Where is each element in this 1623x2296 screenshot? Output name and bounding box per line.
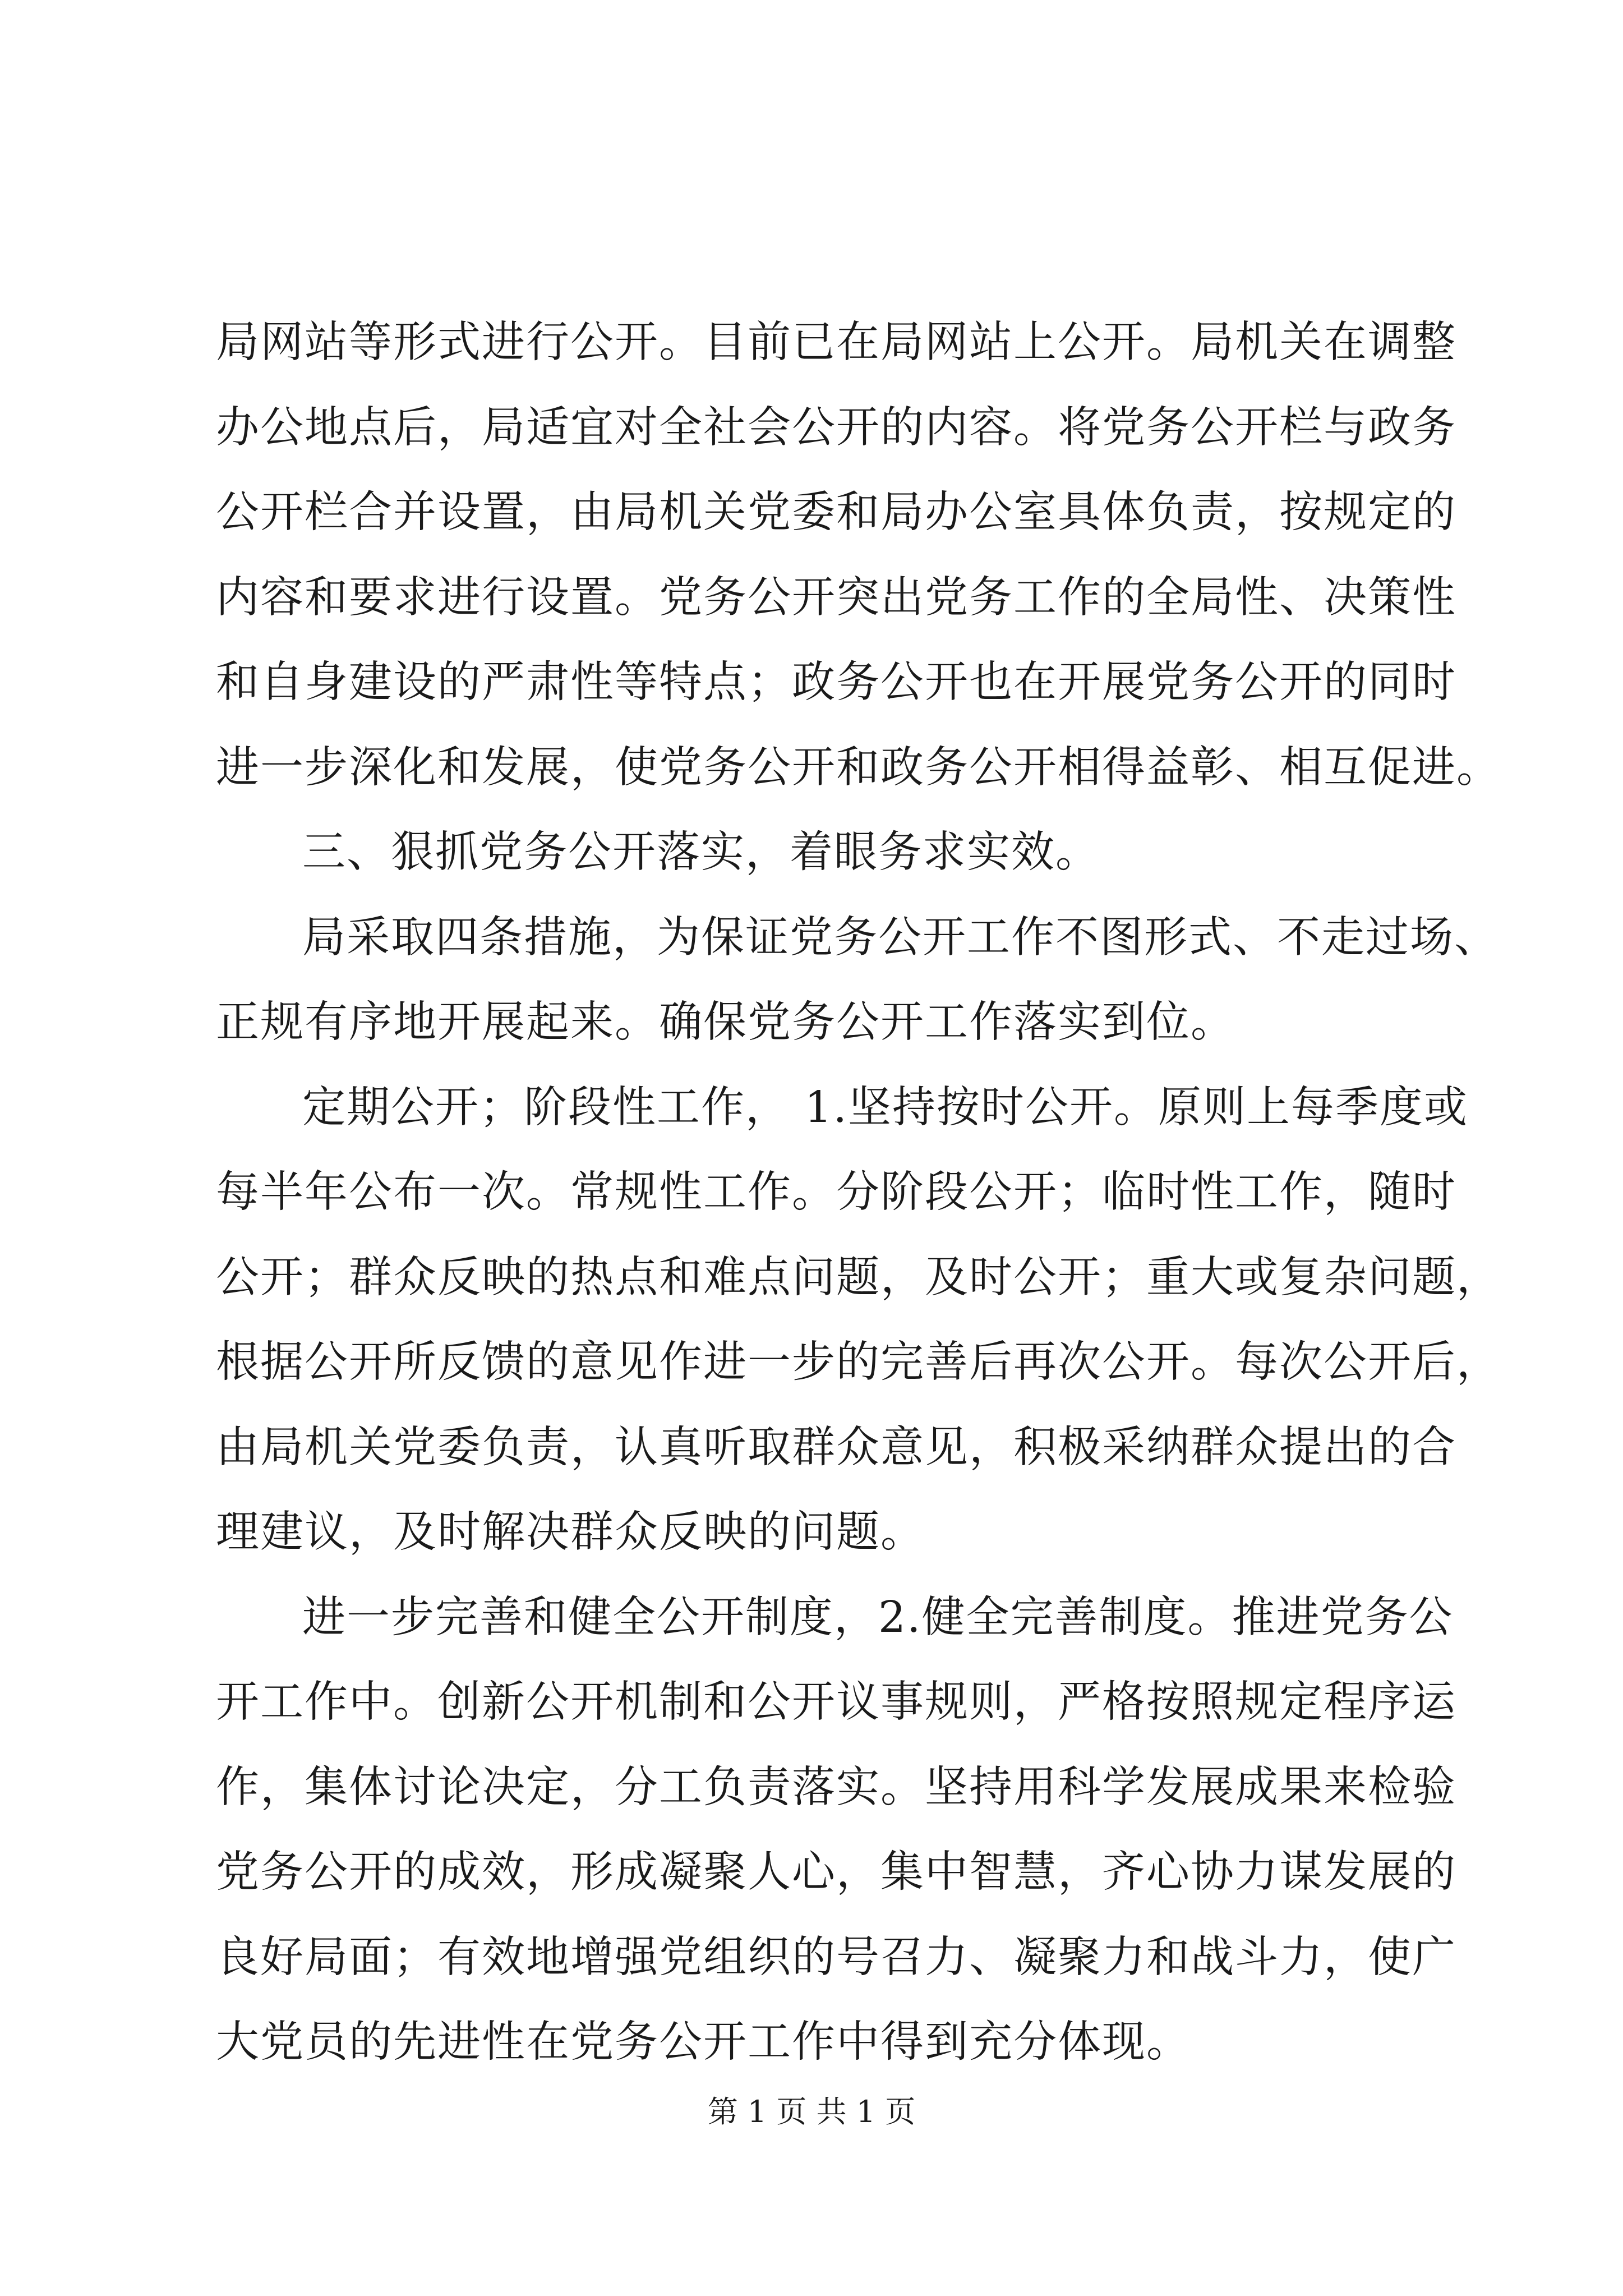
text-line: 进一步深化和发展，使党务公开和政务公开相得益彰、相互促进。: [216, 742, 1501, 793]
text-line: 开工作中。创新公开机制和公开议事规则，严格按照规定程序运: [216, 1677, 1456, 1727]
paragraph: [216, 300, 1501, 810]
text-line: 局网站等形式进行公开。目前已在局网站上公开。局机关在调整: [216, 318, 1456, 367]
text-line: 根据公开所反馈的意见作进一步的完善后再次公开。每次公开后，: [216, 1337, 1501, 1387]
document-body: [216, 300, 1501, 2085]
text-line: 良好局面；有效地增强党组织的号召力、凝聚力和战斗力，使广: [216, 1932, 1456, 1982]
text-line: 局采取四条措施，为保证党务公开工作不图形式、不走过场、: [302, 912, 1498, 963]
paragraph: [216, 1575, 1456, 2085]
text-line: 内容和要求进行设置。党务公开突出党务工作的全局性、决策性: [216, 572, 1456, 623]
text-line: 三、狠抓党务公开落实，着眼务求实效。: [302, 827, 1100, 877]
text-line: 由局机关党委负责，认真听取群众意见，积极采纳群众提出的合: [216, 1422, 1456, 1473]
text-line: 公开栏合并设置，由局机关党委和局办公室具体负责，按规定的: [216, 487, 1456, 537]
text-line: 党务公开的成效，形成凝聚人心，集中智慧，齐心协力谋发展的: [216, 1847, 1456, 1897]
paragraph: [216, 1065, 1501, 1575]
text-line: 作，集体讨论决定，分工负责落实。坚持用科学发展成果来检验: [216, 1762, 1456, 1812]
page-number-footer: 第 1 页 共 1 页: [707, 2094, 916, 2129]
text-line: 大党员的先进性在党务公开工作中得到充分体现。: [216, 2017, 1191, 2067]
text-line: 每半年公布一次。常规性工作。分阶段公开；临时性工作，随时: [216, 1167, 1456, 1217]
text-line: 理建议，及时解决群众反映的问题。: [216, 1507, 925, 1557]
text-line: 定期公开；阶段性工作， 1.坚持按时公开。原则上每季度或: [302, 1082, 1468, 1133]
text-line: 正规有序地开展起来。确保党务公开工作落实到位。: [216, 997, 1235, 1047]
text-line: 和自身建设的严肃性等特点；政务公开也在开展党务公开的同时: [216, 657, 1456, 707]
text-line: 办公地点后，局适宜对全社会公开的内容。将党务公开栏与政务: [216, 402, 1456, 453]
section-heading: [216, 810, 1424, 895]
paragraph: [216, 895, 1498, 1065]
text-line: 公开；群众反映的热点和难点问题，及时公开；重大或复杂问题，: [216, 1252, 1501, 1303]
text-line: 进一步完善和健全公开制度，2.健全完善制度。推进党务公: [302, 1592, 1454, 1642]
